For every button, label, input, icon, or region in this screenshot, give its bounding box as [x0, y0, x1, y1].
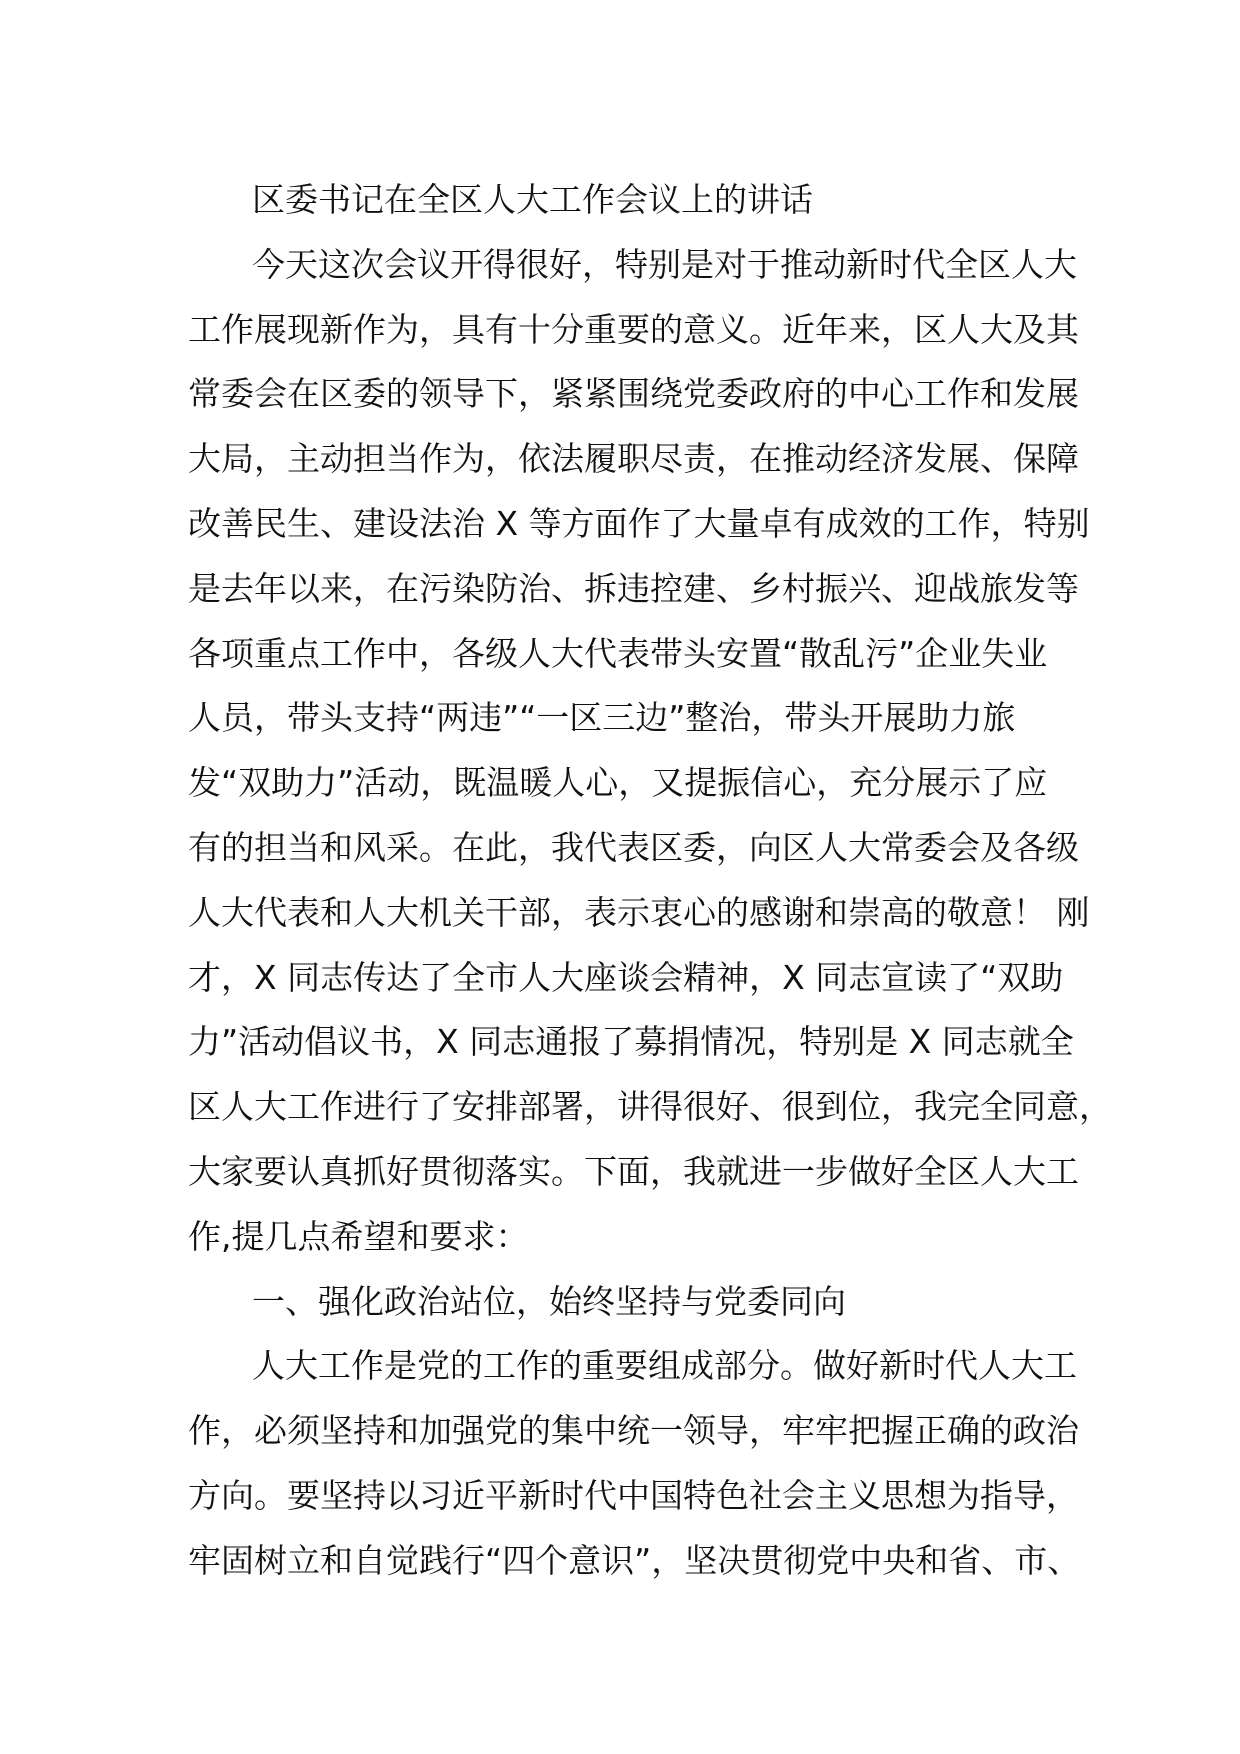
paragraph-line: 才，X 同志传达了全市人大座谈会精神，X 同志宣读了“双助: [188, 957, 1064, 997]
paragraph-line: 各项重点工作中，各级人大代表带头安置“散乱污”企业失业: [188, 633, 1048, 673]
paragraph-line: 大局，主动担当作为，依法履职尽责，在推动经济发展、保障: [188, 439, 1079, 479]
paragraph-line: 人大工作是党的工作的重要组成部分。做好新时代人大工: [252, 1346, 1077, 1386]
paragraph-line: 区人大工作进行了安排部署，讲得很好、很到位，我完全同意，: [188, 1087, 1112, 1127]
paragraph-line: 力”活动倡议书，X 同志通报了募捐情况，特别是 X 同志就全: [188, 1022, 1074, 1062]
section-heading: 一、强化政治站位，始终坚持与党委同向: [252, 1281, 846, 1321]
paragraph-line: 大家要认真抓好贯彻落实。下面，我就进一步做好全区人大工: [188, 1151, 1079, 1191]
document-body: [188, 168, 1112, 1594]
paragraph-line: 作,提几点希望和要求：: [188, 1216, 529, 1256]
paragraph-line: 工作展现新作为，具有十分重要的意义。近年来，区人大及其: [188, 309, 1079, 349]
paragraph-line: 方向。要坚持以习近平新时代中国特色社会主义思想为指导，: [188, 1475, 1079, 1515]
paragraph-line: 是去年以来，在污染防治、拆违控建、乡村振兴、迎战旅发等: [188, 568, 1079, 608]
paragraph-line: 改善民生、建设法治 X 等方面作了大量卓有成效的工作，特别: [188, 503, 1090, 543]
paragraph-line: 发“双助力”活动，既温暖人心，又提振信心，充分展示了应: [188, 763, 1048, 803]
paragraph-line: 作，必须坚持和加强党的集中统一领导，牢牢把握正确的政治: [188, 1411, 1079, 1451]
paragraph-line: 人员，带头支持“两违”“一区三边”整治，带头开展助力旅: [188, 698, 1016, 738]
paragraph-line: 今天这次会议开得很好，特别是对于推动新时代全区人大: [252, 244, 1077, 284]
paragraph-line: 人大代表和人大机关干部，表示衷心的感谢和崇高的敬意！ 刚: [188, 892, 1090, 932]
paragraph-line: 常委会在区委的领导下，紧紧围绕党委政府的中心工作和发展: [188, 374, 1079, 414]
paragraph-line: 有的担当和风采。在此，我代表区委，向区人大常委会及各级: [188, 827, 1079, 867]
document-title: 区委书记在全区人大工作会议上的讲话: [252, 180, 813, 219]
paragraph-line: 牢固树立和自觉践行“四个意识”，坚决贯彻党中央和省、市、: [188, 1540, 1081, 1580]
